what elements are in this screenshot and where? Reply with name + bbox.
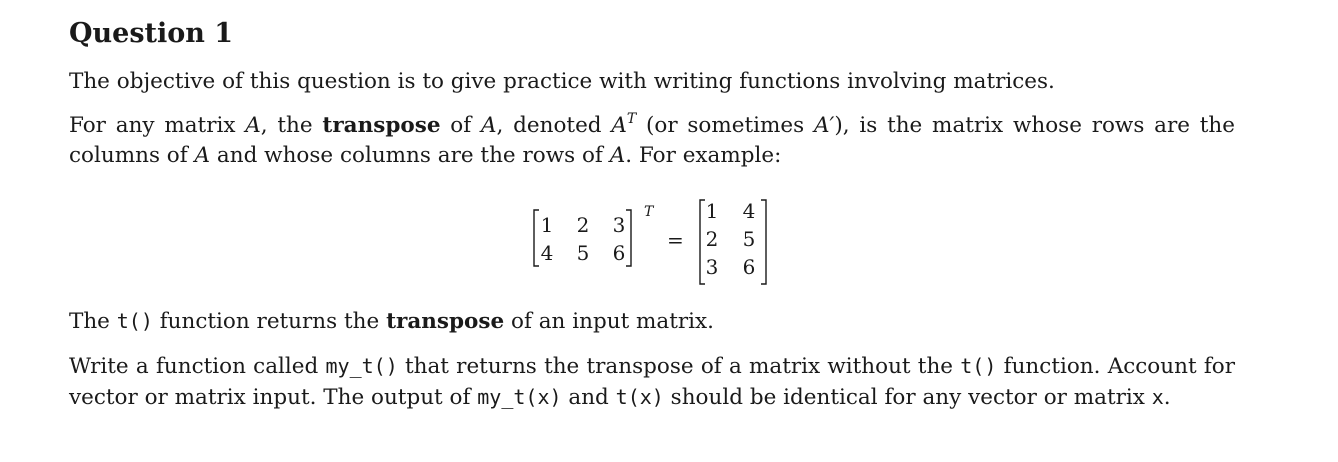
my-t-function-code: my_t(): [325, 354, 398, 378]
right-matrix-entry: 1: [705, 199, 719, 223]
task-paragraph: [69, 351, 1235, 413]
t-function-text: function returns the: [152, 309, 387, 334]
matrix-symbol: A: [481, 113, 497, 138]
right-matrix-close-bracket: [761, 200, 766, 284]
matrix-symbol: A: [194, 143, 211, 168]
transpose-example-equation: [69, 194, 1235, 294]
matrix-prime-symbol: A′: [813, 113, 835, 138]
right-matrix-entry: 2: [705, 227, 719, 251]
definition-text: , the: [260, 113, 323, 138]
left-matrix-open-bracket: [534, 210, 539, 266]
t-function-text: of an input matrix.: [504, 309, 715, 334]
equals-sign: =: [667, 228, 684, 252]
right-matrix-entries: [706, 199, 756, 279]
x-variable-code: x: [1151, 385, 1164, 409]
right-matrix-entry: 4: [742, 199, 756, 223]
right-matrix-entry: 5: [742, 227, 756, 251]
left-matrix-entry: 3: [612, 213, 626, 237]
matrix-symbol: A: [245, 113, 261, 138]
task-text: should be identical for any vector or matrix: [663, 385, 1152, 410]
task-text: function. Account for vector or matrix input. The output of: [69, 354, 1235, 410]
definition-text: For any matrix: [69, 113, 246, 138]
left-matrix-entry: 4: [540, 241, 554, 265]
t-function-code: t(): [960, 354, 997, 378]
left-matrix-close-bracket: [626, 210, 631, 266]
t-function-code: t(): [116, 309, 153, 333]
task-text: Write a function called: [69, 354, 326, 379]
transpose-superscript: T: [626, 111, 637, 127]
definition-paragraph: [69, 111, 1235, 171]
t-function-text: The: [69, 309, 117, 334]
equation-graphic: [69, 194, 1235, 294]
definition-text: of: [440, 113, 481, 138]
left-matrix-entry: 1: [540, 213, 554, 237]
t-call-code: t(x): [615, 385, 664, 409]
transpose-term: transpose: [322, 113, 441, 138]
left-matrix-entry: 6: [612, 241, 626, 265]
equation-transpose-superscript: T: [644, 204, 654, 220]
definition-text: . For example:: [625, 143, 782, 168]
definition-text: and whose columns are the rows of: [210, 143, 610, 168]
t-function-paragraph: [69, 306, 1235, 337]
right-matrix-entry: 6: [742, 255, 756, 279]
right-matrix-open-bracket: [700, 200, 705, 284]
left-matrix-entries: [541, 213, 626, 265]
transpose-term: transpose: [386, 309, 505, 334]
left-matrix-entry: 5: [576, 241, 590, 265]
definition-text: ), is the matrix whose rows are the columns of: [69, 113, 1235, 168]
objective-paragraph: The objective of this question is to give practice with writing functions involving matrices.: [69, 69, 1055, 94]
task-text: .: [1163, 385, 1171, 410]
task-text: and: [561, 385, 616, 410]
matrix-symbol: A: [611, 113, 627, 138]
matrix-symbol: A: [609, 143, 626, 168]
definition-text: (or sometimes: [636, 113, 814, 138]
definition-text: , denoted: [496, 113, 612, 138]
question-heading: Question 1: [69, 18, 234, 49]
left-matrix-entry: 2: [576, 213, 590, 237]
right-matrix-entry: 3: [705, 255, 719, 279]
task-text: that returns the transpose of a matrix without the: [397, 354, 961, 379]
my-t-call-code: my_t(x): [477, 385, 562, 409]
